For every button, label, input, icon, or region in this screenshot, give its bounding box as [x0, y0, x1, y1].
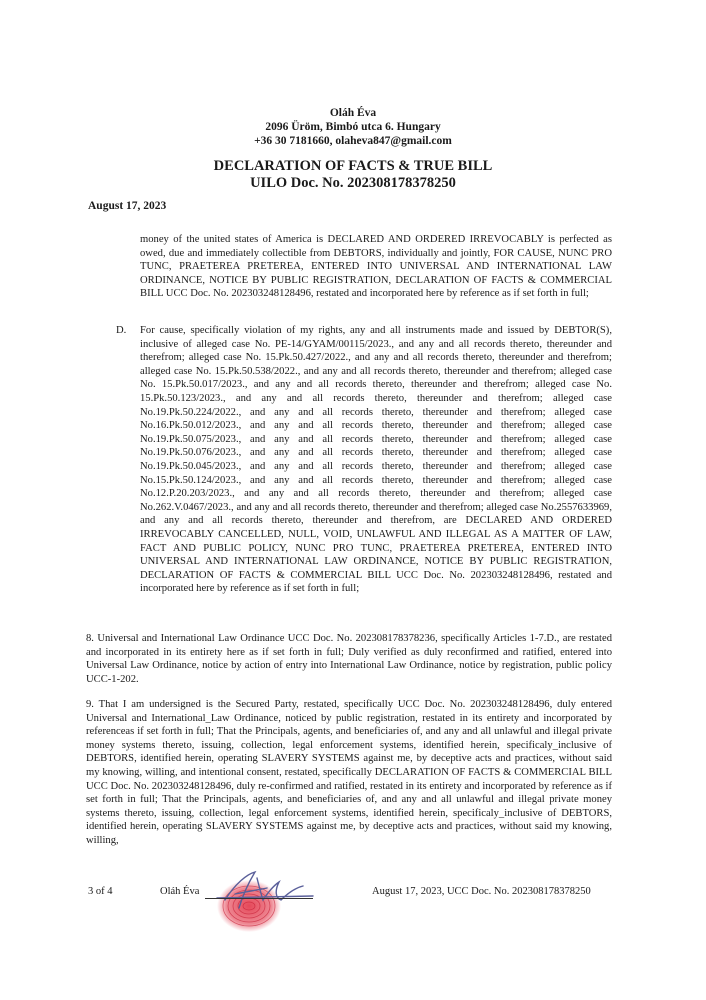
- sender-name: Oláh Éva: [329, 107, 377, 119]
- fingerprint-mark: [217, 880, 281, 932]
- signature-and-fingerprint: [205, 864, 317, 934]
- document-number: UILO Doc. No. 202308178378250: [250, 175, 456, 191]
- continued-paragraph: money of the united states of America is DECLARED AND ORDERED IRREVOCABLY is perfected as owed, due and immediately collectible from DEBTORS, individually and jointly, FOR CAUSE, NUNC PRO TUNC, PRAETEREA PRETEREA, ENTERED INTO UNIVERSAL AND INTERNATIONAL LAW ORDINANCE, NOTICE BY PUBLIC REGISTRATION, DECLARATION OF FACTS & COMMERCIAL BILL UCC Doc. No. 202303248128496, restated and incorporated here by reference as if set forth in full;: [140, 234, 612, 300]
- paragraph-9: 9. That I am undersigned is the Secured Party, restated, specifically UCC Doc. No. 202303248128496, duly entered Universal and International_Law Ordinance, noticed by public registration, restated in its entirety and incorporated by referenceas if set forth in full; That the Principals, agents, and beneficiaries of, and any and all unlawful and illegal private money systems thereto, issuing, collection, legal enforcement systems, identified herein, specificaly_inclusive of DEBTORS, identified herein, operating SLAVERY SYSTEMS against me, by deceptive acts and practices, without said my knowing, willing, and intentional consent, restated, specifically DECLARATION OF FACTS & COMMERCIAL BILL UCC Doc. No. 202303248128496, duly re-confirmed and ratified, restated in its entirety and incorporated by reference as if set forth in full; That the Principals, agents, and beneficiaries of, and any and all unlawful and illegal private money systems thereto, issuing, collection, legal enforcement systems, identified herein, specificaly_inclusive of DEBTORS, identified herein, operating SLAVERY SYSTEMS against me, by deceptive acts and practices, without said my knowing, willing,: [86, 699, 612, 846]
- sender-address: 2096 Üröm, Bimbó utca 6. Hungary: [265, 121, 441, 133]
- footer-signer-name: Oláh Éva: [160, 886, 200, 897]
- list-item-d-text: For cause, specifically violation of my rights, any and all instruments made and issued by DEBTOR(S), inclusive of alleged case No. PE-14/GYAM/00115/2023., and any and all records thereto, thereunder and therefrom; alleged case No. 15.Pk.50.427/2022., and any and all records thereto, thereunder and therefrom; alleged case No. 15.Pk.50.538/2022., and any and all records thereto, thereunder and therefrom; alleged case No. 15.Pk.50.017/2023., and any and all records thereto, thereunder and therefrom; alleged case No. 15.Pk.50.123/2023., and any and all records thereto, thereunder and therefrom; alleged case No.19.Pk.50.224/2022., and any and all records thereto, thereunder and therefrom; alleged case No.16.Pk.50.012/2023., and any and all records thereto, thereunder and therefrom; alleged case No.19.Pk.50.075/2023., and any and all records thereto, thereunder and therefrom; alleged case No.19.Pk.50.076/2023., and any and all records thereto, thereunder and therefrom; alleged case No.19.Pk.50.045/2023., and any and all records thereto, thereunder and therefrom; alleged case No.15.Pk.50.124/2023., and any and all records thereto, thereunder and therefrom; alleged case No.12.P.20.203/2023., and any and all records thereto, thereunder and therefrom; alleged case No.262.V.0467/2023., and any and all records thereto, thereunder and therefrom; alleged case No.2557633969, and any and all records thereto, thereunder and therefrom, are DECLARED AND ORDERED IRREVOCABLY CANCELLED, NULL, VOID, UNLAWFUL AND ILLEGAL AS A MATTER OF LAW, FACT AND PUBLIC POLICY, NUNC PRO TUNC, PRAETEREA PRETEREA, ENTERED INTO UNIVERSAL AND INTERNATIONAL LAW ORDINANCE, NOTICE BY PUBLIC REGISTRATION, DECLARATION OF FACTS & COMMERCIAL BILL UCC Doc. No. 202303248128496, restated and incorporated here by reference as if set forth in full;: [140, 325, 612, 595]
- paragraph-8: 8. Universal and International Law Ordinance UCC Doc. No. 202308178378236, specifically Articles 1-7.D., are restated and incorporated in its entirety here as if set forth in full; Duly verified as duly reconfirmed and ratified, entered into Universal Law Ordinance, notice by action of entry into International Law Ordinance, notice by registration, public policy UCC-1-202.: [86, 633, 612, 685]
- signature-line: [205, 898, 313, 899]
- document-date: August 17, 2023: [88, 200, 167, 212]
- sender-contact: +36 30 7181660, olaheva847@gmail.com: [254, 135, 452, 147]
- list-marker-d: D.: [116, 325, 127, 336]
- document-title: DECLARATION OF FACTS & TRUE BILL: [213, 158, 493, 174]
- footer-page-number: 3 of 4: [88, 886, 113, 897]
- footer-reference: August 17, 2023, UCC Doc. No. 202308178378250: [372, 886, 591, 897]
